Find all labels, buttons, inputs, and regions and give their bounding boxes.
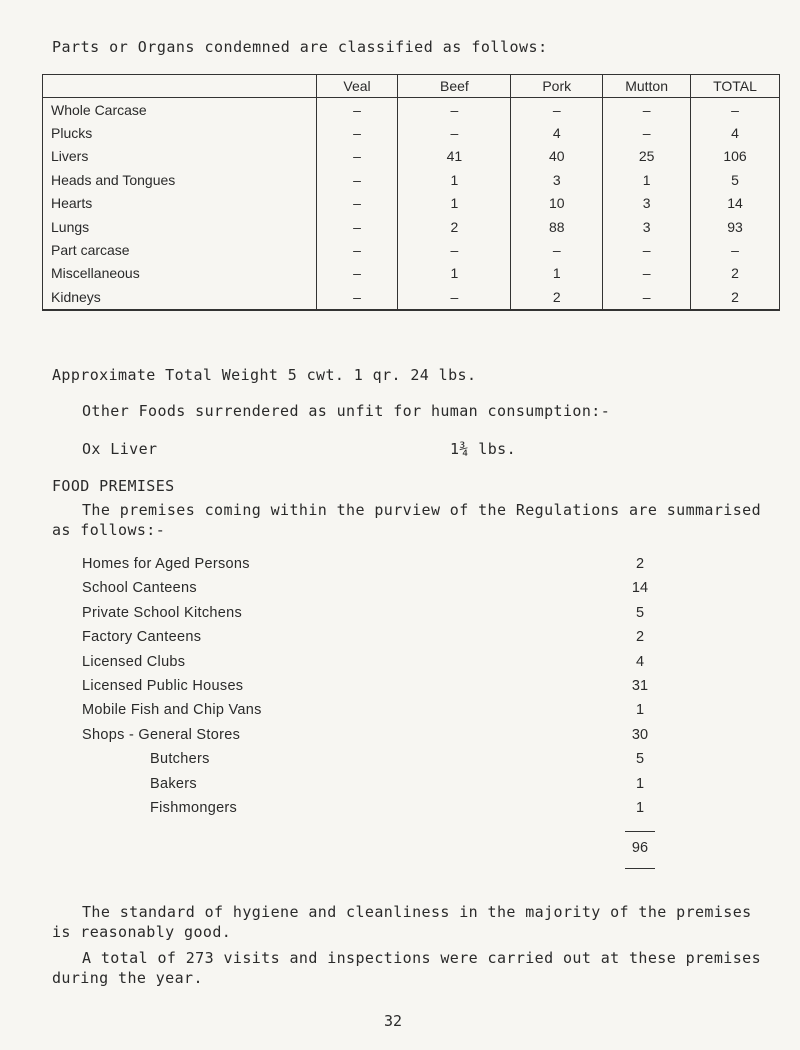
ox-liver-label: Ox Liver: [82, 440, 158, 458]
table-row: [43, 168, 780, 191]
table-cell: –: [316, 262, 398, 285]
table-cell: –: [316, 168, 398, 191]
table-row: [43, 192, 780, 215]
total-weight: Approximate Total Weight 5 cwt. 1 qr. 24 lbs.: [52, 366, 477, 384]
table-cell: 4: [511, 121, 603, 144]
table-cell: –: [603, 262, 691, 285]
food-premises-heading: FOOD PREMISES: [52, 477, 175, 495]
table-cell: 5: [691, 168, 780, 191]
table-cell: –: [603, 285, 691, 309]
table-cell: –: [511, 238, 603, 261]
premises-label: Fishmongers: [150, 800, 238, 816]
table-cell: –: [398, 285, 511, 309]
premises-label: School Canteens: [82, 580, 197, 597]
table-row: [43, 238, 780, 261]
premises-label: Factory Canteens: [82, 629, 202, 646]
table-cell: 1: [511, 262, 603, 285]
table-header: Mutton: [603, 75, 691, 98]
table-row: [43, 145, 780, 168]
table-cell: 1: [398, 262, 511, 285]
table-cell: –: [316, 215, 398, 238]
table-cell: –: [511, 98, 603, 122]
premises-total: 96: [631, 840, 649, 856]
premises-count: 5: [635, 751, 645, 768]
total-rule: [625, 868, 655, 869]
table-cell: –: [316, 238, 398, 261]
table-cell: 2: [691, 262, 780, 285]
premises-count: 4: [635, 653, 645, 670]
table-cell: 14: [691, 192, 780, 215]
row-label: Plucks: [43, 121, 317, 144]
total-rule: [625, 831, 655, 832]
table-cell: 106: [691, 145, 780, 168]
table-cell: 1: [603, 168, 691, 191]
table-cell: 25: [603, 145, 691, 168]
table-header: TOTAL: [691, 75, 780, 98]
premises-count: 2: [635, 629, 645, 646]
table-cell: 2: [398, 215, 511, 238]
table-header: [43, 75, 317, 98]
table-cell: 40: [511, 145, 603, 168]
table-header: Beef: [398, 75, 511, 98]
table-cell: 2: [691, 285, 780, 309]
table-cell: 88: [511, 215, 603, 238]
premises-label: Licensed Public Houses: [82, 678, 244, 694]
table-row: [43, 121, 780, 144]
premises-count: 5: [635, 604, 645, 621]
row-label: Hearts: [43, 192, 317, 215]
table-cell: –: [316, 121, 398, 144]
table-header-row: [43, 75, 780, 98]
table-cell: 3: [603, 215, 691, 238]
premises-label: Private School Kitchens: [82, 604, 243, 621]
table-row: [43, 262, 780, 285]
premises-count: 1: [635, 775, 645, 792]
table-row: [43, 215, 780, 238]
table-cell: –: [316, 192, 398, 215]
table-cell: 1: [398, 168, 511, 191]
food-premises-intro: The premises coming within the purview of the Regulations are summarised as follows:-: [52, 501, 762, 539]
row-label: Heads and Tongues: [43, 168, 317, 191]
table-header: Pork: [511, 75, 603, 98]
condemned-organs-table: [42, 74, 780, 311]
table-header: Veal: [316, 75, 398, 98]
premises-label: Mobile Fish and Chip Vans: [82, 702, 262, 719]
premises-count: 1: [635, 702, 645, 719]
premises-count: 31: [631, 678, 649, 694]
row-label: Livers: [43, 145, 317, 168]
table-cell: 93: [691, 215, 780, 238]
row-label: Kidneys: [43, 285, 317, 309]
ox-liver-value: 1¾ lbs.: [450, 440, 517, 458]
premises-count: 30: [631, 726, 649, 743]
table-row: [43, 285, 780, 309]
premises-label: Shops - General Stores: [82, 726, 241, 743]
table-cell: –: [603, 98, 691, 122]
table-cell: 10: [511, 192, 603, 215]
table-cell: 4: [691, 121, 780, 144]
premises-count: 1: [635, 800, 645, 816]
hygiene-text: The standard of hygiene and cleanliness in the majority of the premises is reasonably good.: [52, 903, 752, 941]
table-cell: 3: [603, 192, 691, 215]
table-cell: –: [603, 238, 691, 261]
table-cell: 41: [398, 145, 511, 168]
table-cell: 1: [398, 192, 511, 215]
other-foods-text: Other Foods surrendered as unfit for human consumption:-: [82, 402, 611, 420]
premises-count: 14: [631, 580, 649, 597]
intro-text: Parts or Organs condemned are classified as follows:: [52, 38, 548, 56]
premises-label: Homes for Aged Persons: [82, 556, 250, 572]
table-cell: –: [316, 98, 398, 122]
premises-label: Licensed Clubs: [82, 653, 186, 670]
row-label: Whole Carcase: [43, 98, 317, 122]
table-cell: –: [316, 145, 398, 168]
premises-label: Butchers: [150, 751, 210, 768]
visits-text: A total of 273 visits and inspections were carried out at these premises during the year.: [52, 949, 762, 987]
premises-label: Bakers: [150, 775, 197, 792]
row-label: Lungs: [43, 215, 317, 238]
table-cell: 3: [511, 168, 603, 191]
table-cell: –: [691, 238, 780, 261]
page-number: 32: [384, 1012, 403, 1030]
table-cell: –: [603, 121, 691, 144]
row-label: Miscellaneous: [43, 262, 317, 285]
table-cell: –: [691, 98, 780, 122]
table-row: [43, 98, 780, 122]
table-cell: 2: [511, 285, 603, 309]
table-cell: –: [398, 121, 511, 144]
row-label: Part carcase: [43, 238, 317, 261]
table-cell: –: [316, 285, 398, 309]
premises-count: 2: [635, 556, 645, 572]
table-cell: –: [398, 98, 511, 122]
table-cell: –: [398, 238, 511, 261]
